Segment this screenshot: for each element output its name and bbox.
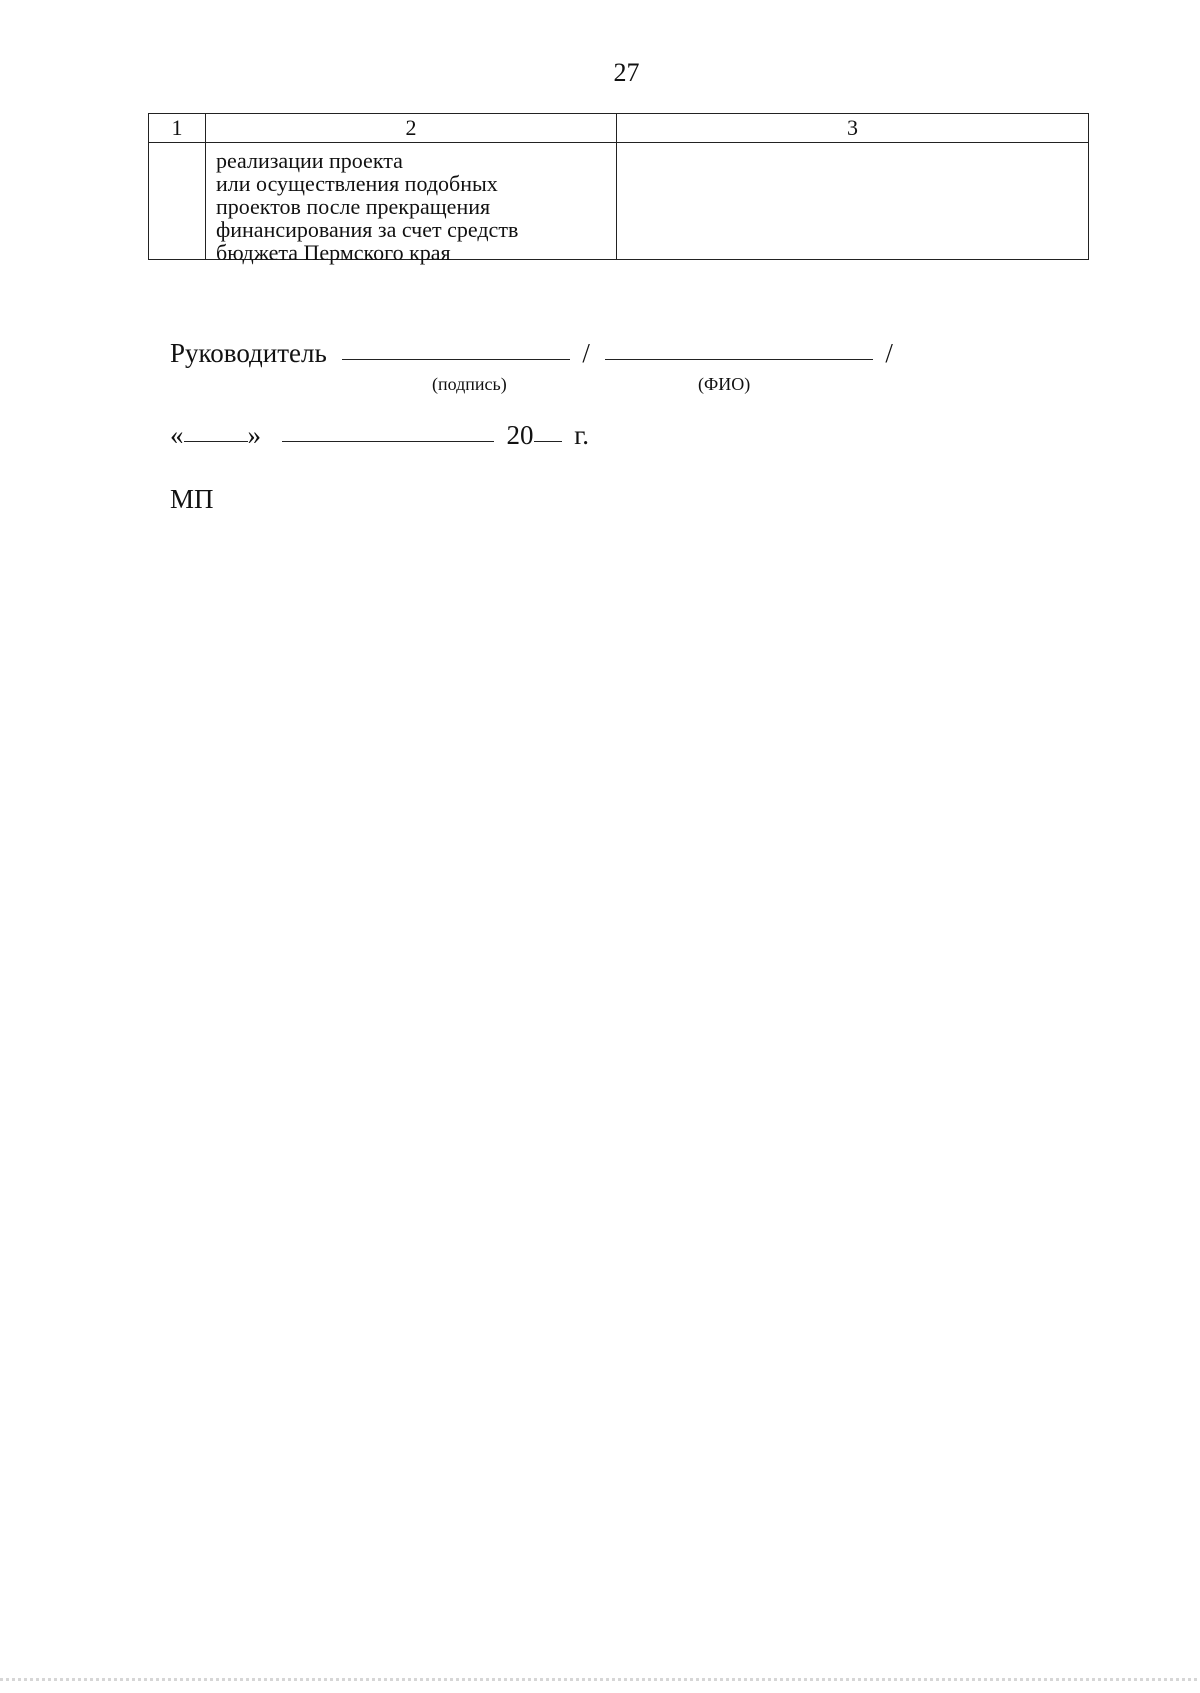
year-suffix: г. xyxy=(574,420,590,450)
table-header-cell-3: 3 xyxy=(617,114,1089,143)
description-line: финансирования за счет средств xyxy=(216,217,519,242)
stamp-placeholder-label: МП xyxy=(170,484,214,514)
year-prefix: 20 xyxy=(506,420,534,450)
full-name-blank[interactable] xyxy=(605,358,873,360)
signature-end-separator: / xyxy=(885,338,893,368)
table-cell-description xyxy=(206,143,617,265)
description-line: реализации проекта xyxy=(216,148,403,173)
table-header-cell-1: 1 xyxy=(149,114,206,143)
page-number: 27 xyxy=(613,58,640,87)
day-blank[interactable] xyxy=(184,440,248,442)
year-blank[interactable] xyxy=(534,440,562,442)
table-cell-index xyxy=(149,143,206,260)
description-line: или осуществления подобных xyxy=(216,171,498,196)
scan-edge-divider xyxy=(0,1678,1200,1681)
table-row xyxy=(149,143,1089,260)
full-name-caption: (ФИО) xyxy=(698,374,751,394)
date-line xyxy=(170,420,589,451)
table-header-cell-2: 2 xyxy=(206,114,617,143)
date-close-quote: » xyxy=(247,420,261,450)
date-open-quote: « xyxy=(170,420,184,450)
signature-line xyxy=(170,338,893,369)
signature-blank[interactable] xyxy=(342,358,570,360)
table-cell-value xyxy=(617,143,1089,260)
signature-caption: (подпись) xyxy=(432,374,507,394)
table-header-row xyxy=(149,114,1089,143)
signature-separator: / xyxy=(582,338,590,368)
description-line: проектов после прекращения xyxy=(216,194,491,219)
form-table xyxy=(148,113,1089,265)
description-line: бюджета Пермского края xyxy=(216,240,451,265)
signer-role-label: Руководитель xyxy=(170,338,327,368)
month-blank[interactable] xyxy=(282,440,494,442)
